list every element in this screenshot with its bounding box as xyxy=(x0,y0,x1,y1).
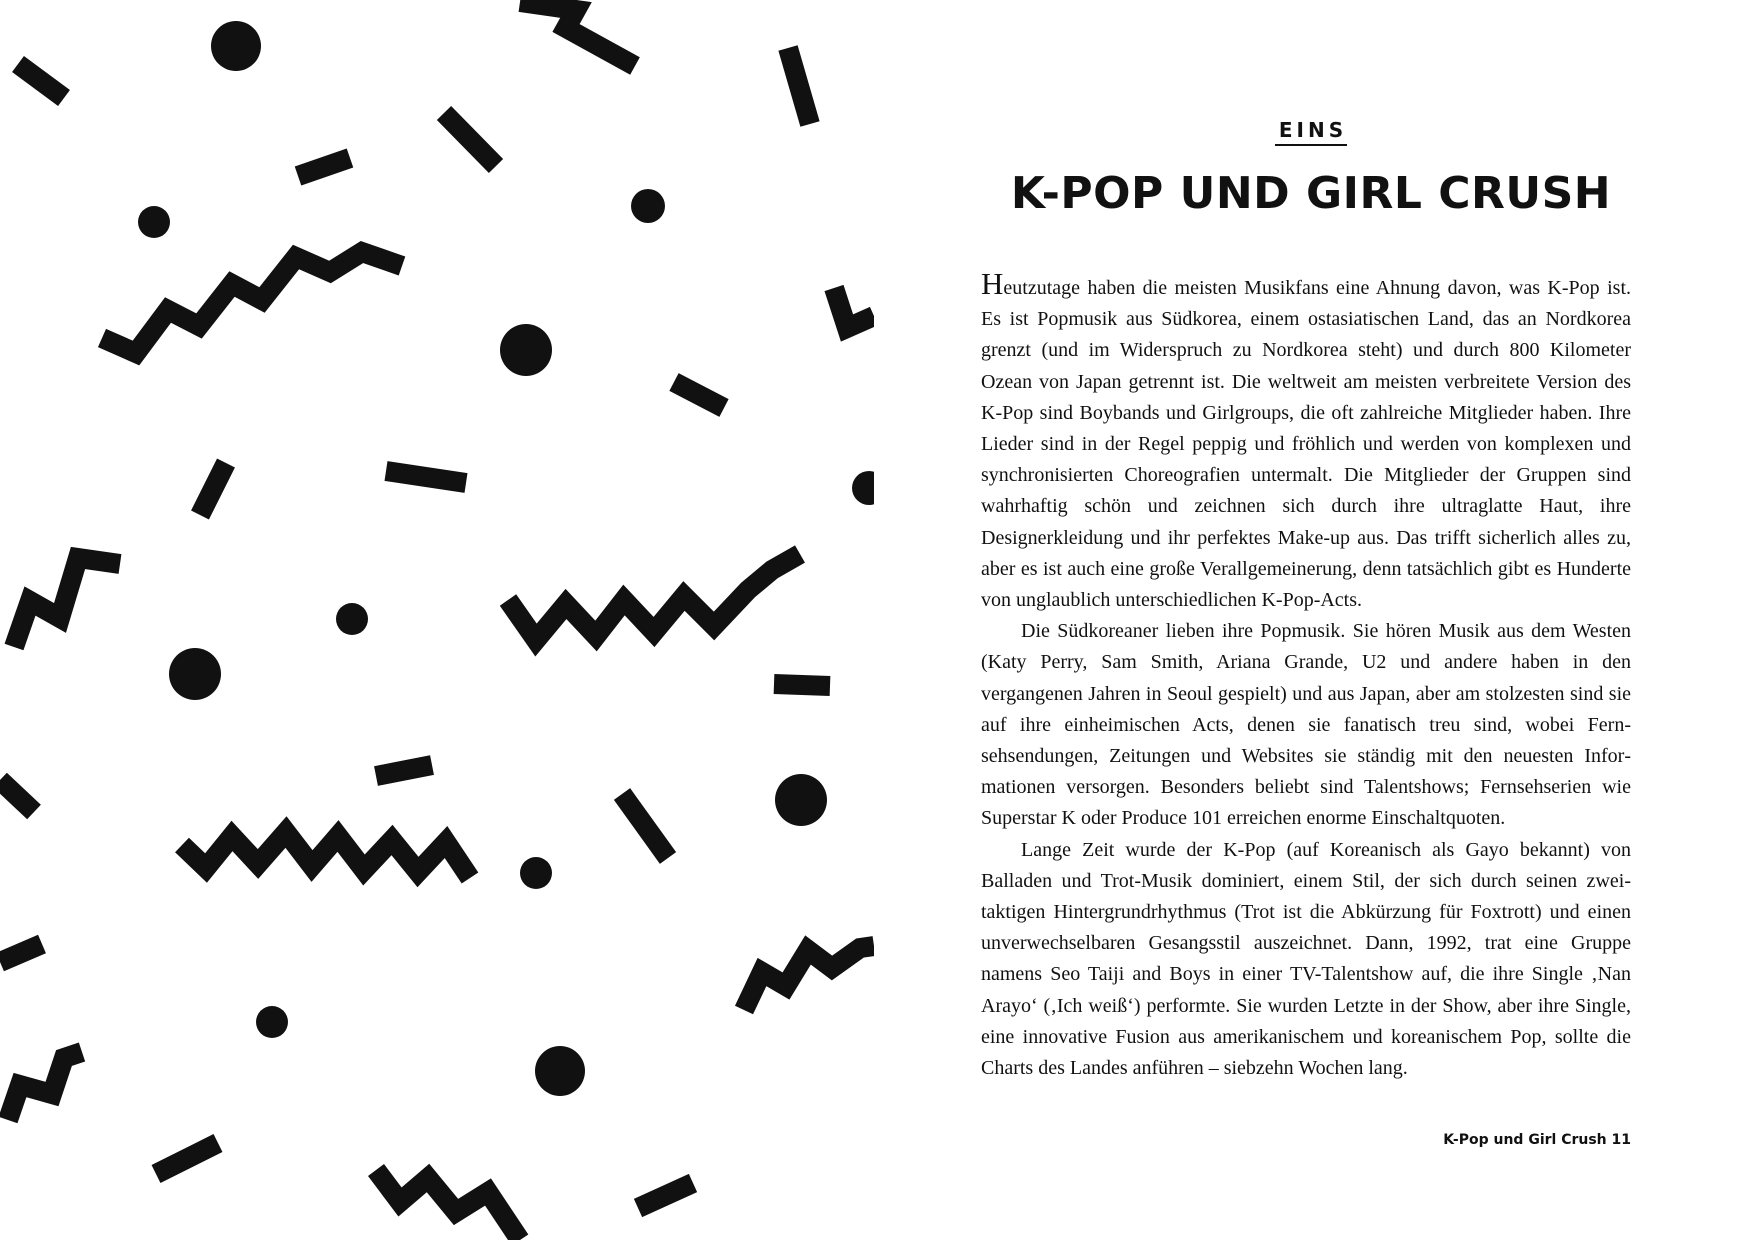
paragraph-3: Lange Zeit wurde der K-Pop (auf Koreanisch als Gayo bekannt) von Balladen und Trot-Musik dominiert, einem Stil, der sich durch seinen zweitaktigen Hintergrundrhythmus (Trot ist die Abkürzung für Foxtrott) und einen unverwechselbaren Gesangsstil auszeichnet. Dann, 1992, trat eine Gruppe namens Seo Taiji and Boys in einer TV-Talentshow auf, die ihre Single ‚Nan Arayo‘ (‚Ich weiß‘) performte. Sie wurden Letzte in der Show, aber ihre Single, eine innovative Fusion aus amerikanischem und koreanischem Pop, sollte die Charts des Landes anführen – siebzehn Wochen lang. xyxy=(981,838,1631,1080)
pattern-dash xyxy=(18,64,64,98)
pattern-zigzag xyxy=(182,832,470,878)
pattern-zigzag xyxy=(14,558,120,647)
pattern-dash xyxy=(622,794,668,858)
page-number: 11 xyxy=(1611,1132,1631,1148)
pattern-dots xyxy=(138,21,874,1096)
pattern-dot xyxy=(336,603,368,635)
pattern-dash xyxy=(638,1183,693,1208)
pattern-dash xyxy=(0,944,42,962)
pattern-dot xyxy=(256,1006,288,1038)
body-text xyxy=(981,268,1631,1084)
pattern-zigzag xyxy=(376,1170,520,1240)
pattern-dot xyxy=(138,206,170,238)
right-page xyxy=(874,0,1748,1240)
pattern-dot xyxy=(535,1046,585,1096)
paragraph-2: Die Südkoreaner lieben ihre Popmusik. Sie hören Musik aus dem Westen (Katy Perry, Sam Smith, Ariana Grande, U2 und andere haben in den vergangenen Jahren in Seoul gespielt) und aus Japan, aber am stolzesten sind sie auf ihre einheimischen Acts, denen sie fanatisch treu sind, wobei Fernsehsendungen, Zeitungen und Websites sie ständig mit den neuesten Informationen versorgen. Besonders beliebt sind Talentshows; Fernsehserien wie Superstar K oder Produce 101 erreichen enorme Einschaltquoten. xyxy=(981,620,1631,830)
paragraph-1-text: eutzutage haben die meisten Musikfans eine Ahnung davon, was K-Pop ist. Es ist Popmusik aus Südkorea, einem ostasiatischen Land, das an Nordkorea grenzt (und im Widerspruch zu Nordkorea steht) und durch 800 Kilometer Ozean von Japan getrennt ist. Die weltweit am meisten verbreitete Version des K-Pop sind Boybands und Girlgroups, die oft zahlreiche Mitglieder haben. Ihre Lieder sind in der Regel peppig und fröhlich und werden von komplexen und synchronisierten Choreografien untermalt. Die Mitglieder der Gruppen sind wahrhaftig schön und zeichnen sich durch ihre ultraglatte Haut, ihre Designerkleidung und ihr perfektes Make-up aus. Das trifft sicherlich alles zu, aber es ist auch eine große Verallgemeinerung, denn tatsächlich gibt es Hunderte von unglaublich unterschiedlichen K-Pop-Acts. xyxy=(981,277,1631,612)
chapter-label xyxy=(874,118,1748,142)
pattern-zigzag xyxy=(834,288,874,328)
pattern-dash xyxy=(0,780,34,812)
pattern-zigzag xyxy=(102,252,402,353)
pattern-dot xyxy=(500,324,552,376)
pattern-dash xyxy=(200,463,226,515)
running-footer xyxy=(1443,1131,1631,1149)
pattern-dot xyxy=(775,774,827,826)
pattern-dot xyxy=(169,648,221,700)
initial-letter: H xyxy=(981,266,1004,301)
pattern-dash xyxy=(788,48,810,124)
pattern-dot xyxy=(211,21,261,71)
pattern-dash xyxy=(156,1143,218,1174)
pattern-zigzag xyxy=(744,946,874,1010)
chapter-title: K-POP UND GIRL CRUSH xyxy=(1010,168,1612,219)
pattern-dash xyxy=(444,113,496,166)
chapter-label-text: EINS xyxy=(1275,118,1347,146)
pattern-dot xyxy=(520,857,552,889)
pattern-zigzag xyxy=(508,554,800,640)
pattern-dot xyxy=(631,189,665,223)
pattern-zigzags xyxy=(8,2,874,1240)
pattern-dot xyxy=(852,471,874,505)
pattern-dash xyxy=(774,684,830,686)
pattern-dash xyxy=(386,471,466,483)
pattern-dash xyxy=(674,382,724,408)
pattern-zigzag xyxy=(520,2,635,66)
pattern-zigzag xyxy=(8,1052,82,1120)
paragraph-1 xyxy=(981,268,1631,616)
running-title: K-Pop und Girl Crush xyxy=(1443,1132,1607,1148)
pattern-dash xyxy=(298,158,350,176)
pattern-dash xyxy=(376,765,432,776)
